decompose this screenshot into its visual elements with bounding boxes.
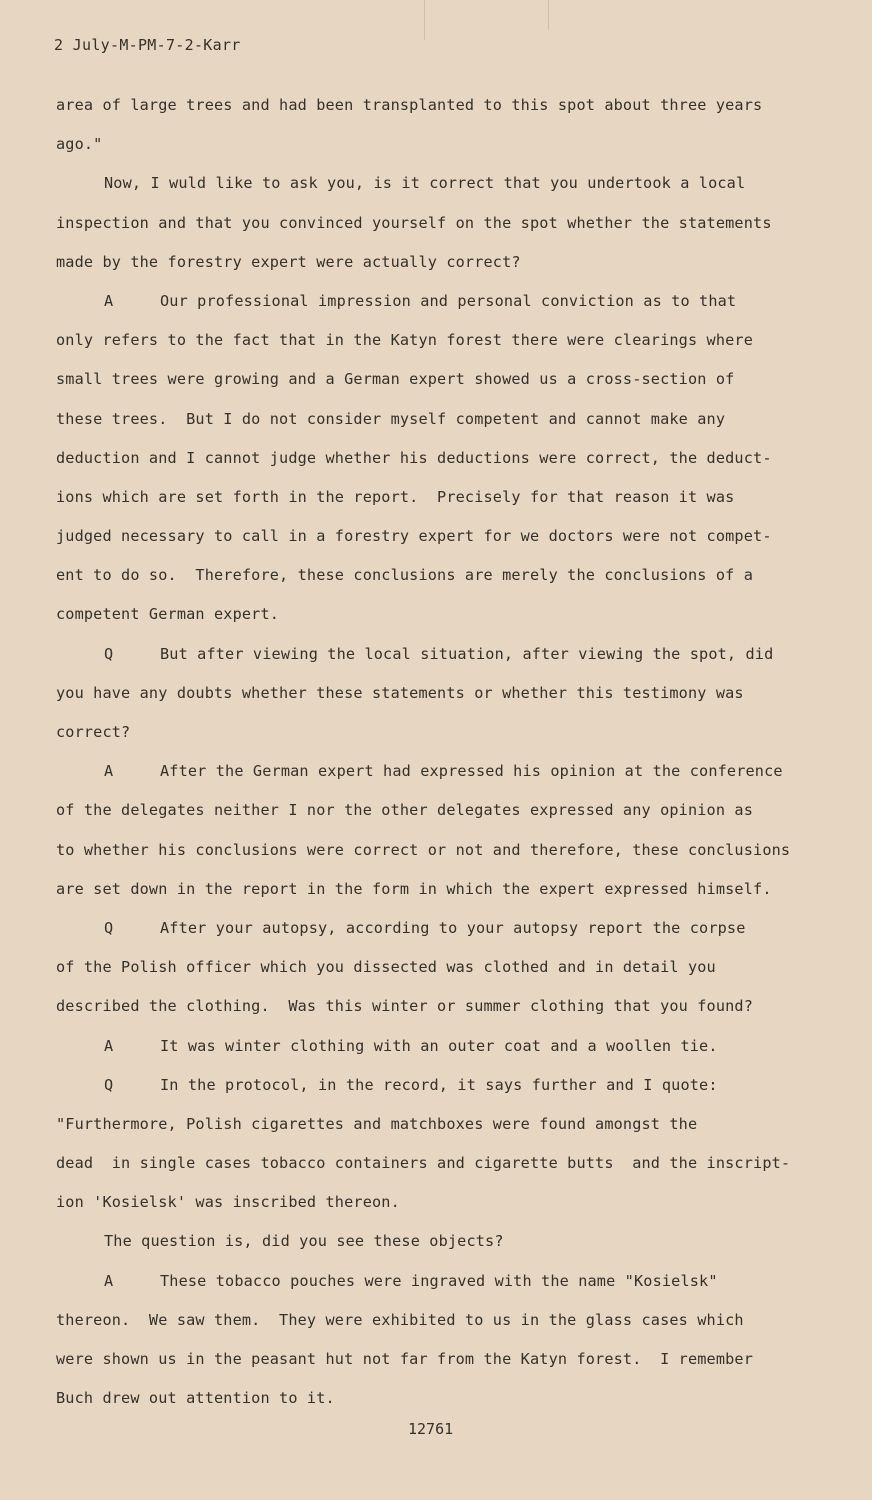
line-text: area of large trees and had been transplanted to this spot about three years [56,96,763,114]
line-text: deduction and I cannot judge whether his deductions were correct, the deduct- [56,448,772,467]
line-text: ago." [56,135,103,154]
text-line [56,321,826,360]
text-line [56,1144,826,1183]
text-line [56,713,826,752]
speaker-label: Q [104,644,114,663]
line-text: "Furthermore, Polish cigarettes and matchboxes were found amongst the [56,1114,698,1133]
line-text: competent German expert. [56,605,280,624]
line-text: of the delegates neither I nor the other delegates expressed any opinion as [56,801,754,820]
line-text: In the protocol, in the record, it says further and I quote: [160,1075,718,1094]
line-text: to whether his conclusions were correct or not and therefore, these conclusions [56,840,791,859]
line-text: made by the forestry expert were actually correct? [56,252,521,271]
text-line [56,204,826,243]
text-line [56,1105,826,1144]
line-text: are set down in the report in the form in which the expert expressed himself. [56,879,772,898]
text-line [56,1301,826,1340]
text-line [56,1183,826,1222]
text-line [56,674,826,713]
speaker-label: Q [104,1075,114,1094]
line-text: The question is, did you see these objects? [104,1232,504,1251]
line-text: Now, I wuld like to ask you, is it correct that you undertook a local [104,174,746,193]
text-line [56,595,826,634]
text-line [56,360,826,399]
line-text: ion 'Kosielsk' was inscribed thereon. [56,1193,400,1212]
line-text: ent to do so. Therefore, these conclusions are merely the conclusions of a [56,566,754,585]
line-text: After the German expert had expressed his opinion at the conference [160,762,783,781]
text-line [56,86,826,125]
text-line [56,752,826,791]
line-text: These tobacco pouches were ingraved with the name "Kosielsk" [160,1271,718,1290]
text-line [56,1379,826,1418]
document-body [56,86,826,1418]
line-text: were shown us in the peasant hut not far from the Katyn forest. I remember [56,1350,754,1368]
speaker-label: Q [104,918,114,937]
text-line [56,400,826,439]
page-number: 12761 [408,1420,454,1438]
text-line [56,1222,826,1261]
text-line [56,870,826,909]
text-line [56,282,826,321]
speaker-label: A [104,1036,114,1055]
text-line [56,987,826,1026]
line-text: It was winter clothing with an outer coat and a woollen tie. [160,1036,718,1055]
text-line [56,1340,826,1379]
line-text: small trees were growing and a German expert showed us a cross-section of [56,370,735,389]
text-line [56,909,826,948]
line-text: these trees. But I do not consider myself competent and cannot make any [56,409,726,428]
line-text: of the Polish officer which you dissected was clothed and in detail you [56,958,716,977]
text-line [56,478,826,517]
text-line [56,556,826,595]
line-text: But after viewing the local situation, after viewing the spot, did [160,644,774,663]
text-line [56,948,826,987]
paper-crease-mark [548,0,549,30]
text-line [56,635,826,674]
text-line [56,164,826,203]
text-line [56,791,826,830]
line-text: ions which are set forth in the report. Precisely for that reason it was [56,487,735,506]
text-line [56,1066,826,1105]
text-line [56,125,826,164]
text-line [56,439,826,478]
line-text: inspection and that you convinced yourself on the spot whether the statements [56,213,772,232]
speaker-label: A [104,291,114,310]
text-line [56,1262,826,1301]
speaker-label: A [104,762,114,781]
line-text: only refers to the fact that in the Katyn forest there were clearings where [56,331,754,350]
text-line [56,1027,826,1066]
speaker-label: A [104,1271,114,1290]
line-text: correct? [56,723,131,741]
line-text: you have any doubts whether these statements or whether this testimony was [56,683,744,702]
line-text: After your autopsy, according to your autopsy report the corpse [160,918,746,937]
paper-crease-mark [424,0,425,40]
line-text: judged necessary to call in a forestry expert for we doctors were not compet- [56,527,772,546]
line-text: dead in single cases tobacco containers and cigarette butts and the inscript- [56,1154,791,1173]
line-text: Our professional impression and personal conviction as to that [160,291,737,310]
line-text: thereon. We saw them. They were exhibited to us in the glass cases which [56,1310,744,1329]
page-header: 2 July-M-PM-7-2-Karr [54,36,241,54]
line-text: Buch drew out attention to it. [56,1389,335,1408]
line-text: described the clothing. Was this winter or summer clothing that you found? [56,997,754,1016]
text-line [56,831,826,870]
text-line [56,243,826,282]
text-line [56,517,826,556]
